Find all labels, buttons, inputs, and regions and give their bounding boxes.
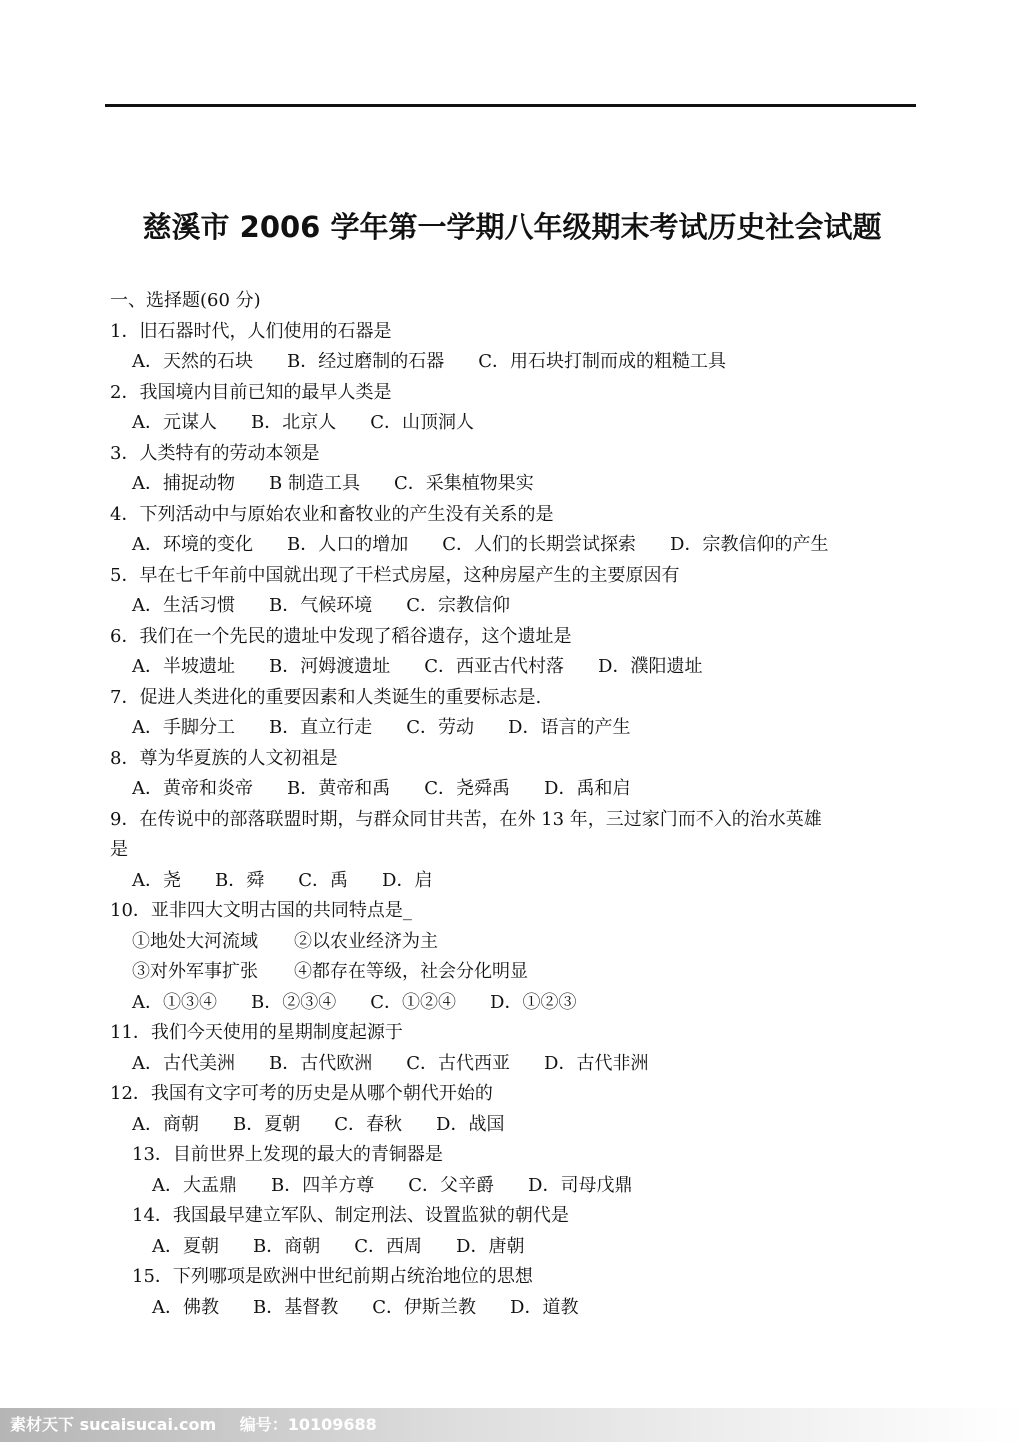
- option: D．道教: [510, 1296, 579, 1318]
- option: A．①③④: [132, 991, 217, 1013]
- question-2: 2．我国境内目前已知的最早人类是: [110, 381, 392, 403]
- option: B．直立行走: [269, 717, 373, 738]
- option: B．夏朝: [233, 1113, 301, 1135]
- option: D．司母戊鼎: [528, 1174, 633, 1196]
- option: C．父辛爵: [408, 1174, 495, 1196]
- option: C．伊斯兰教: [372, 1296, 477, 1318]
- question-6: 6．我们在一个先民的遗址中发现了稻谷遗存，这个遗址是: [110, 625, 572, 647]
- header-rule: [105, 104, 916, 107]
- watermark-id: 编号：10109688: [239, 1415, 377, 1434]
- options-10: [110, 988, 920, 1019]
- option: A．手脚分工: [132, 717, 235, 738]
- options-1: [110, 347, 920, 378]
- question-12: 12．我国有文字可考的历史是从哪个朝代开始的: [110, 1083, 493, 1104]
- option: D．禹和启: [544, 778, 631, 799]
- question-5: 5．早在七千年前中国就出现了干栏式房屋，这种房屋产生的主要原因有: [110, 564, 680, 586]
- option: A．夏朝: [152, 1235, 219, 1257]
- option: A．尧: [132, 869, 181, 891]
- question-9-cont: 是: [110, 839, 128, 860]
- option: D．启: [382, 869, 433, 891]
- option: C．宗教信仰: [406, 595, 511, 616]
- option: A．生活习惯: [132, 595, 235, 616]
- option: B．四羊方尊: [271, 1174, 375, 1196]
- question-1: 1．旧石器时代，人们使用的石器是: [110, 320, 392, 342]
- statement-line: ①地处大河流域 ②以农业经济为主: [132, 930, 438, 952]
- option: C．西周: [354, 1235, 423, 1257]
- option: D．战国: [436, 1113, 505, 1135]
- question-15: 15．下列哪项是欧洲中世纪前期占统治地位的思想: [132, 1266, 533, 1287]
- option: B．气候环境: [269, 595, 373, 616]
- section-heading: 一、选择题(60 分): [110, 290, 261, 311]
- option: D．语言的产生: [508, 717, 631, 738]
- question-3: 3．人类特有的劳动本领是: [110, 442, 320, 464]
- options-6: [110, 652, 920, 683]
- option: B．经过磨制的石器: [287, 351, 445, 372]
- option: B．商朝: [253, 1235, 321, 1257]
- option: C．劳动: [406, 717, 475, 738]
- option: D．古代非洲: [544, 1052, 649, 1074]
- option: A．商朝: [132, 1113, 199, 1135]
- options-9: [110, 866, 920, 897]
- question-9: 9．在传说中的部落联盟时期，与群众同甘共苦，在外 13 年，三过家门而不入的治水英雄: [110, 808, 822, 830]
- option: C．①②④: [370, 991, 457, 1013]
- statement-line: ③对外军事扩张 ④都存在等级，社会分化明显: [132, 961, 528, 982]
- options-15: [110, 1293, 920, 1324]
- option: B．人口的增加: [287, 534, 409, 555]
- page-title: 慈溪市 2006 学年第一学期八年级期末考试历史社会试题: [142, 210, 882, 244]
- options-5: [110, 591, 920, 622]
- option: C．用石块打制而成的粗糙工具: [478, 351, 727, 372]
- option: C．尧舜禹: [424, 778, 511, 799]
- option: B．古代欧洲: [269, 1052, 373, 1074]
- option: A．半坡遗址: [132, 656, 235, 677]
- options-7: [110, 713, 920, 744]
- watermark-bar: [0, 1408, 1024, 1442]
- question-14: 14．我国最早建立军队、制定刑法、设置监狱的朝代是: [132, 1205, 569, 1226]
- option: B．②③④: [251, 991, 337, 1013]
- option: A．捕捉动物: [132, 473, 235, 494]
- options-13: [110, 1171, 920, 1202]
- option: C．春秋: [334, 1113, 403, 1135]
- option: C．西亚古代村落: [424, 656, 565, 677]
- options-11: [110, 1049, 920, 1080]
- option: C．人们的长期尝试探索: [442, 534, 637, 555]
- watermark-site: 素材天下 sucaisucai.com: [10, 1415, 217, 1434]
- option: A．黄帝和炎帝: [132, 778, 253, 799]
- options-14: [110, 1232, 920, 1263]
- option: B．河姆渡遗址: [269, 656, 391, 677]
- option: A．大盂鼎: [152, 1174, 237, 1196]
- options-4: [110, 530, 920, 561]
- option: D．①②③: [490, 991, 577, 1013]
- option: D．濮阳遗址: [598, 656, 703, 677]
- option: D．唐朝: [456, 1235, 525, 1257]
- question-8: 8．尊为华夏族的人文初祖是: [110, 747, 338, 769]
- options-3: [110, 469, 920, 500]
- option: C．山顶洞人: [370, 412, 475, 433]
- options-2: [110, 408, 920, 439]
- option: B．舜: [215, 869, 265, 891]
- option: B．基督教: [253, 1296, 339, 1318]
- option: A．环境的变化: [132, 534, 253, 555]
- exam-content: [110, 286, 920, 1323]
- option: D．宗教信仰的产生: [670, 534, 829, 555]
- question-7: 7．促进人类进化的重要因素和人类诞生的重要标志是.: [110, 686, 542, 708]
- option: B．北京人: [251, 412, 337, 433]
- option: C．禹: [298, 869, 349, 891]
- question-4: 4．下列活动中与原始农业和畜牧业的产生没有关系的是: [110, 503, 554, 525]
- option: A．元谋人: [132, 412, 217, 433]
- option: B 制造工具: [269, 473, 360, 494]
- question-13: 13．目前世界上发现的最大的青铜器是: [132, 1144, 443, 1165]
- options-12: [110, 1110, 920, 1141]
- option: A．天然的石块: [132, 351, 253, 372]
- option: A．佛教: [152, 1296, 219, 1318]
- option: C．古代西亚: [406, 1052, 511, 1074]
- option: A．古代美洲: [132, 1052, 235, 1074]
- options-8: [110, 774, 920, 805]
- option: C．采集植物果实: [393, 473, 534, 494]
- option: B．黄帝和禹: [287, 778, 391, 799]
- question-10: 10．亚非四大文明古国的共同特点是_: [110, 900, 412, 921]
- question-11: 11．我们今天使用的星期制度起源于: [110, 1022, 403, 1043]
